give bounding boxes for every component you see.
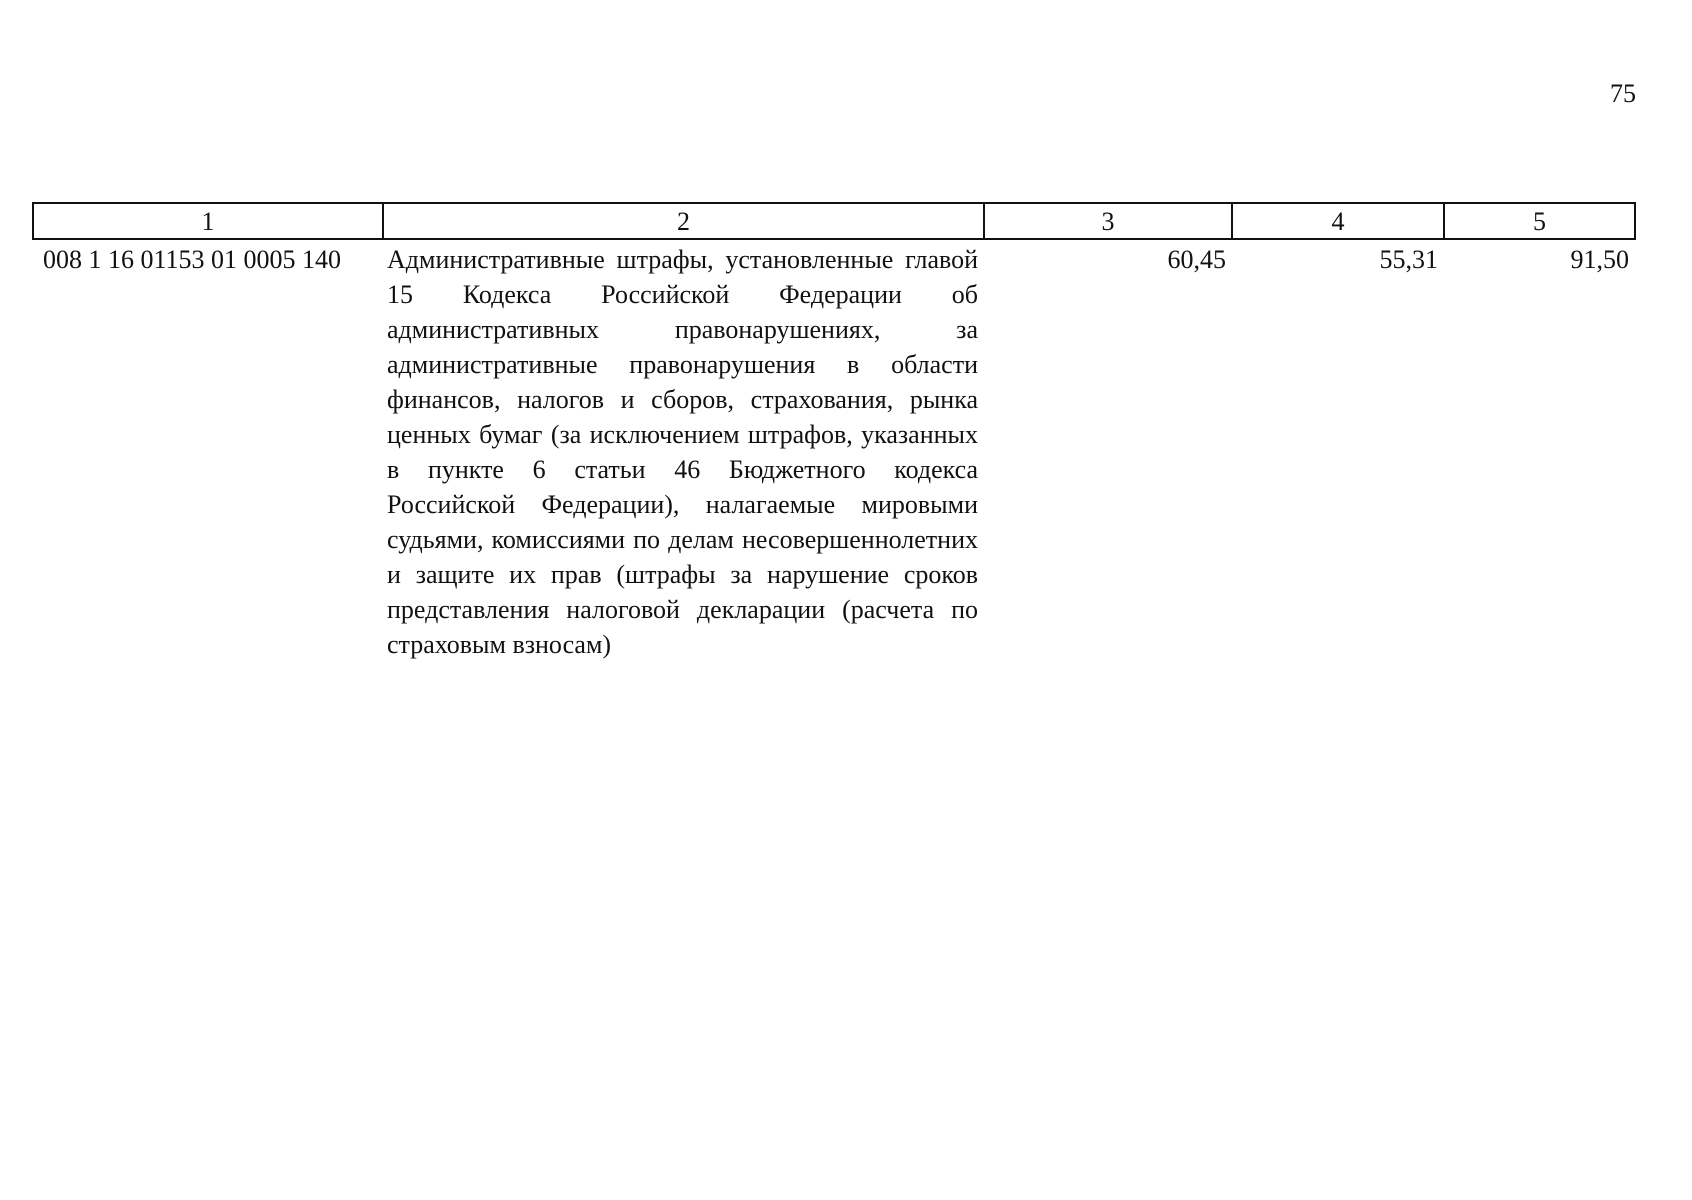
column-header-2: 2 xyxy=(383,203,984,239)
page-number: 75 xyxy=(1610,79,1636,108)
column-header-4: 4 xyxy=(1232,203,1444,239)
column-header-3: 3 xyxy=(984,203,1232,239)
description-cell: Административные штрафы, установленные главой 15 Кодекса Российской Федерации об административных правонарушениях, за административные правонарушения в области финансов, налогов и сборов, страхования, рынка ценных бумаг (за исключением штрафов, указанных в пункте 6 статьи 46 Бюджетного кодекса Российской Федерации), налагаемые мировыми судьями, комиссиями по делам несовершеннолетних и защите их прав (штрафы за нарушение сроков представления налоговой декларации (расчета по страховым взносам) xyxy=(387,245,978,659)
budget-table xyxy=(32,202,1636,662)
budget-code-cell: 008 1 16 01153 01 0005 140 xyxy=(43,245,342,274)
table-body xyxy=(33,239,1635,662)
value-cell-5: 91,50 xyxy=(1570,245,1629,274)
column-header-5: 5 xyxy=(1444,203,1635,239)
header-row xyxy=(33,203,1635,239)
value-cell-4: 55,31 xyxy=(1379,245,1438,274)
column-header-1: 1 xyxy=(33,203,383,239)
value-cell-3: 60,45 xyxy=(1167,245,1226,274)
table-header xyxy=(33,203,1635,239)
table-row xyxy=(33,239,1635,662)
